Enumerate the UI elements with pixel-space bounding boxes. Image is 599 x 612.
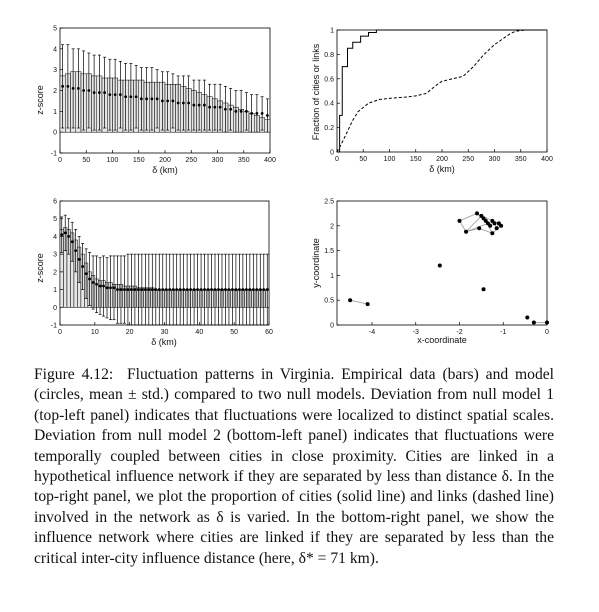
model-mean-point (130, 288, 133, 291)
y-tick-label: 5 (53, 25, 57, 33)
model-mean-point (140, 97, 143, 100)
x-tick-label: 100 (106, 157, 119, 164)
y-tick-label: 3 (53, 251, 57, 259)
model-mean-point (250, 112, 253, 115)
x-tick-label: 0 (335, 156, 339, 163)
model-mean-point (74, 249, 77, 252)
x-tick-label: 0 (58, 329, 62, 336)
model-mean-point (221, 288, 224, 291)
model-mean-point (114, 93, 117, 96)
model-mean-point (198, 104, 201, 107)
network-node (488, 224, 492, 228)
x-tick-label: 50 (82, 157, 91, 164)
model-mean-point (255, 288, 258, 291)
panel-bottom-right (311, 199, 549, 346)
x-tick-label: -4 (368, 329, 376, 336)
model-mean-point (64, 231, 67, 234)
model-mean-point (182, 102, 185, 105)
model-mean-point (120, 288, 123, 291)
x-tick-label: 200 (159, 157, 171, 164)
model-mean-point (231, 288, 234, 291)
model-mean-point (61, 85, 64, 88)
x-tick-label: 20 (125, 329, 134, 336)
x-tick-label: 300 (211, 157, 224, 164)
x-tick-label: 10 (90, 329, 99, 336)
y-tick-label: 1.5 (324, 248, 334, 256)
x-tick-label: 350 (514, 156, 527, 163)
model-mean-point (66, 85, 69, 88)
y-tick-label: -1 (50, 322, 57, 330)
model-mean-point (192, 104, 195, 107)
y-tick-label: 0.5 (324, 297, 334, 305)
model-mean-point (261, 112, 264, 115)
model-mean-point (175, 288, 178, 291)
y-tick-label: 1 (330, 27, 334, 35)
x-tick-label: 250 (185, 157, 198, 164)
network-node (477, 226, 481, 230)
model-mean-point (133, 288, 136, 291)
model-mean-point (137, 288, 140, 291)
model-mean-point (203, 104, 206, 107)
panel-top-left (35, 26, 276, 176)
model-mean-point (219, 106, 222, 109)
model-mean-point (166, 100, 169, 103)
x-axis-label: δ (km) (152, 165, 178, 175)
model-mean-point (85, 272, 88, 275)
x-tick-label: 30 (160, 329, 169, 336)
network-node (438, 263, 442, 267)
model-mean-point (106, 286, 109, 289)
model-mean-point (187, 102, 190, 105)
model-mean-point (266, 288, 269, 291)
model-mean-point (145, 97, 148, 100)
model-mean-point (172, 288, 175, 291)
y-axis-label: z-score (35, 253, 45, 283)
x-axis-label: δ (km) (151, 337, 177, 347)
x-tick-label: 50 (230, 329, 239, 336)
model-mean-point (135, 95, 138, 98)
model-mean-point (109, 286, 112, 289)
network-node (490, 231, 494, 235)
model-mean-point (123, 288, 126, 291)
x-tick-label: 0 (58, 157, 62, 164)
model-mean-point (229, 108, 232, 111)
y-tick-label: 4 (53, 46, 57, 54)
y-tick-label: 0.2 (324, 125, 334, 133)
model-mean-point (203, 288, 206, 291)
y-tick-label: 0.6 (324, 76, 334, 84)
model-mean-point (241, 288, 244, 291)
model-mean-point (255, 112, 258, 115)
y-tick-label: 0 (53, 304, 57, 312)
model-mean-point (224, 108, 227, 111)
axes-frame (337, 201, 547, 325)
model-mean-point (165, 288, 168, 291)
model-mean-point (78, 258, 81, 261)
y-tick-label: 0.4 (324, 100, 334, 108)
network-node (458, 219, 462, 223)
network-node (532, 321, 536, 325)
network-node (493, 221, 497, 225)
model-mean-point (224, 288, 227, 291)
model-mean-point (72, 87, 75, 90)
model-mean-point (116, 288, 119, 291)
y-axis-label: Fraction of cities or links (311, 43, 321, 141)
model-mean-point (150, 97, 153, 100)
x-tick-label: 100 (383, 156, 396, 163)
x-axis-label: x-coordinate (417, 335, 467, 345)
model-mean-point (92, 281, 95, 284)
model-mean-point (213, 106, 216, 109)
network-node (475, 211, 479, 215)
model-mean-point (238, 288, 241, 291)
model-mean-point (93, 91, 96, 94)
network-node (525, 316, 529, 320)
y-tick-label: 2 (53, 88, 57, 95)
y-tick-label: 6 (53, 198, 57, 206)
y-tick-label: 0 (53, 129, 57, 137)
model-mean-point (144, 288, 147, 291)
x-tick-label: 0 (545, 329, 549, 336)
y-tick-label: 1 (330, 272, 334, 280)
axes-frame (337, 30, 547, 152)
y-tick-label: 2 (53, 269, 57, 277)
x-tick-label: 150 (132, 157, 145, 164)
network-node (482, 287, 486, 291)
caption-label: Figure 4.12: (34, 366, 114, 383)
y-tick-label: 4 (53, 233, 57, 241)
model-mean-point (124, 95, 127, 98)
model-mean-point (87, 89, 90, 92)
model-mean-point (151, 288, 154, 291)
model-mean-point (102, 285, 105, 288)
x-tick-label: 60 (265, 329, 273, 336)
network-node (499, 224, 503, 228)
model-mean-point (245, 288, 248, 291)
model-mean-point (259, 288, 262, 291)
model-mean-point (186, 288, 189, 291)
model-mean-point (154, 288, 157, 291)
y-tick-label: 0.8 (324, 51, 334, 59)
caption-text: Fluctuation patterns in Virginia. Empirical data (bars) and model (circles, mean ± std.) compared to two null models. Deviation from null model 1 (top-left panel) indicates that fluctuations were localized to distinct spatial scales. Deviation from null model 2 (bottom-left panel) indicates that fluctuations were temporally coupled between cities in close proximity. Cities are linked in a hypothetical influence network if they are separated by less than distance δ. In the top-right panel, we plot the proportion of cities (solid line) and links (dashed line) involved in the network as δ is varied. In the bottom-right panel, we show the influence network where cities are linked if they are separated by less than the critical inter-city influence distance (here, δ* = 71 km). (34, 366, 555, 567)
model-mean-point (99, 285, 102, 288)
model-mean-point (88, 278, 91, 281)
model-mean-point (217, 288, 220, 291)
network-node (348, 298, 352, 302)
model-mean-point (248, 288, 251, 291)
x-tick-label: 400 (264, 157, 276, 164)
model-mean-point (193, 288, 196, 291)
model-mean-point (182, 288, 185, 291)
model-mean-point (158, 288, 161, 291)
x-tick-label: 40 (195, 329, 204, 336)
y-tick-label: 3 (53, 67, 57, 75)
model-mean-point (140, 288, 143, 291)
x-tick-label: 50 (359, 156, 368, 163)
panel-bottom-left (35, 199, 273, 348)
y-tick-label: 1 (53, 108, 57, 116)
model-mean-point (234, 110, 237, 113)
y-tick-label: 1 (53, 287, 57, 295)
model-mean-point (228, 288, 231, 291)
model-mean-point (235, 288, 238, 291)
y-tick-label: 0 (330, 149, 334, 157)
model-mean-point (200, 288, 203, 291)
x-tick-label: 350 (237, 157, 250, 164)
y-tick-label: -1 (50, 150, 57, 158)
y-tick-label: 2 (330, 223, 334, 231)
model-mean-point (127, 288, 130, 291)
x-tick-label: -1 (500, 329, 507, 336)
model-mean-point (81, 265, 84, 268)
model-mean-point (95, 283, 98, 286)
model-mean-point (252, 288, 255, 291)
model-mean-point (67, 235, 70, 238)
model-mean-point (77, 87, 80, 90)
panel-top-right (311, 28, 553, 175)
x-tick-label: -2 (456, 329, 463, 336)
model-mean-point (207, 288, 210, 291)
model-mean-point (196, 288, 199, 291)
x-tick-label: -3 (412, 329, 419, 336)
model-mean-point (214, 288, 217, 291)
y-tick-label: 0 (330, 322, 334, 330)
network-node (366, 302, 370, 306)
model-mean-point (103, 91, 106, 94)
y-axis-label: y-coordinate (311, 238, 321, 288)
figure-caption (34, 365, 554, 569)
network-node (464, 230, 468, 234)
x-tick-label: 150 (409, 156, 422, 163)
model-mean-point (189, 288, 192, 291)
model-mean-point (156, 97, 159, 100)
model-mean-point (60, 233, 63, 236)
model-mean-point (168, 288, 171, 291)
model-mean-point (177, 102, 180, 105)
model-mean-point (266, 114, 269, 117)
y-axis-label: z-score (35, 85, 45, 115)
model-mean-point (108, 93, 111, 96)
model-mean-point (262, 288, 265, 291)
model-mean-point (113, 286, 116, 289)
x-tick-label: 200 (436, 156, 448, 163)
network-node (495, 226, 499, 230)
model-mean-point (245, 110, 248, 113)
model-mean-point (82, 89, 85, 92)
model-mean-point (161, 100, 164, 103)
x-tick-label: 400 (541, 156, 553, 163)
model-mean-point (210, 288, 213, 291)
model-mean-point (208, 106, 211, 109)
model-mean-point (98, 91, 101, 94)
model-mean-point (119, 93, 122, 96)
model-mean-point (240, 110, 243, 113)
x-axis-label: δ (km) (429, 164, 455, 174)
model-mean-point (161, 288, 164, 291)
model-mean-point (179, 288, 182, 291)
y-tick-label: 5 (53, 216, 57, 224)
y-tick-label: 2.5 (324, 198, 334, 206)
model-mean-point (147, 288, 150, 291)
x-tick-label: 300 (488, 156, 501, 163)
model-mean-point (129, 95, 132, 98)
model-mean-point (171, 100, 174, 103)
x-tick-label: 250 (462, 156, 475, 163)
model-mean-point (71, 240, 74, 243)
